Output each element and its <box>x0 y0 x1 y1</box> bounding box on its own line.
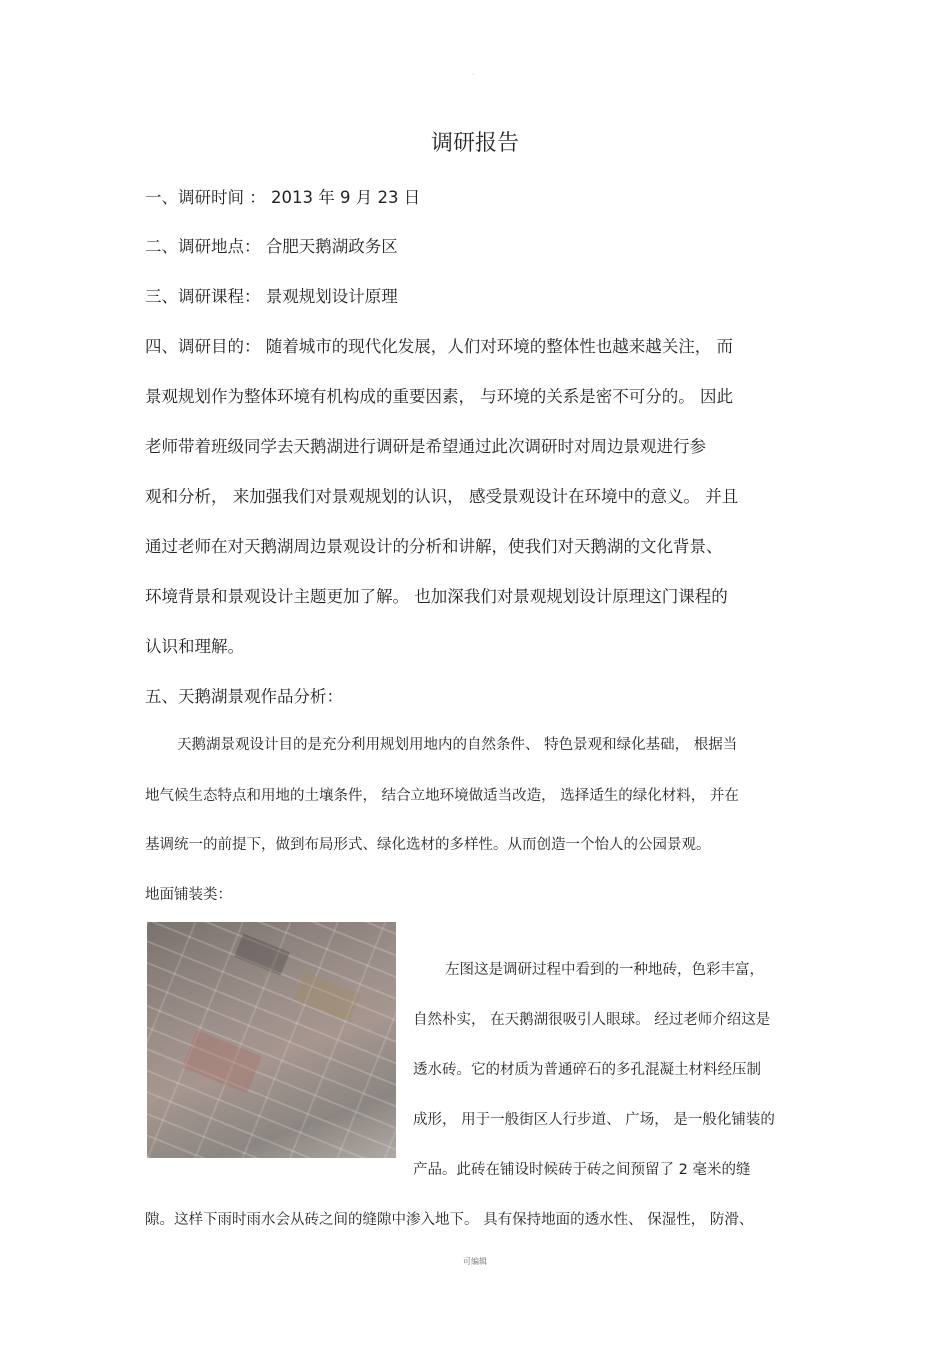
survey-purpose-line-7: 认识和理解。 <box>145 637 244 656</box>
analysis-line-2: 地气候生态特点和用地的土壤条件， 结合立地环境做适当改造， 选择适生的绿化材料， 并在 <box>145 788 739 804</box>
survey-purpose-line-5: 通过老师在对天鹅湖周边景观设计的分析和讲解，使我们对天鹅湖的文化背景、 <box>145 537 723 556</box>
survey-time-line: 一、调研时间 ： 2013 年 9 月 23 日 <box>145 188 421 207</box>
footer-editable-label: 可编辑 <box>463 1257 487 1266</box>
photo-text-line-4: 成形， 用于一般街区人行步道、 广场， 是一般化铺装的 <box>413 1112 775 1128</box>
analysis-line-1: 天鹅湖景观设计目的是充分利用规划用地内的自然条件、 特色景观和绿化基础， 根据当 <box>177 737 738 753</box>
survey-purpose-line-4: 观和分析， 来加强我们对景观规划的认识， 感受景观设计在环境中的意义。 并且 <box>145 487 739 506</box>
section-label: 地面铺装类： <box>145 887 232 903</box>
survey-location-line: 二、调研地点： 合肥天鹅湖政务区 <box>145 237 398 256</box>
survey-purpose-line-6: 环境背景和景观设计主题更加了解。 也加深我们对景观规划设计原理这门课程的 <box>145 587 728 606</box>
photo-text-line-3: 透水砖。它的材质为普通碎石的多孔混凝土材料经压制 <box>413 1062 761 1078</box>
survey-purpose-line-2: 景观规划作为整体环境有机构成的重要因素， 与环境的关系是密不可分的。 因此 <box>145 387 733 406</box>
photo-text-line-6: 隙。这样下雨时雨水会从砖之间的缝隙中渗入地下。 具有保持地面的透水性、 保湿性， 防滑、 <box>145 1212 754 1228</box>
survey-purpose-line-3: 老师带着班级同学去天鹅湖进行调研是希望通过此次调研时对周边景观进行参 <box>145 437 706 456</box>
section-five-heading: 五、天鹅湖景观作品分析： <box>145 687 343 706</box>
photo-text-line-2: 自然朴实， 在天鹅湖很吸引人眼球。 经过老师介绍这是 <box>413 1012 771 1028</box>
page-title: 调研报告 <box>430 131 519 156</box>
photo-text-line-5: 产品。此砖在铺设时候砖于砖之间预留了 2 毫米的缝 <box>413 1162 751 1178</box>
brick-paving-photo <box>147 922 396 1158</box>
header-mark: · <box>472 70 475 79</box>
survey-course-line: 三、调研课程： 景观规划设计原理 <box>145 287 398 306</box>
photo-text-line-1: 左图这是调研过程中看到的一种地砖，色彩丰富， <box>445 962 764 978</box>
analysis-line-3: 基调统一的前提下，做到布局形式、绿化选材的多样性。从而创造一个怡人的公园景观。 <box>145 837 711 853</box>
survey-purpose-line-1: 四、调研目的： 随着城市的现代化发展，人们对环境的整体性也越来越关注， 而 <box>145 337 733 356</box>
